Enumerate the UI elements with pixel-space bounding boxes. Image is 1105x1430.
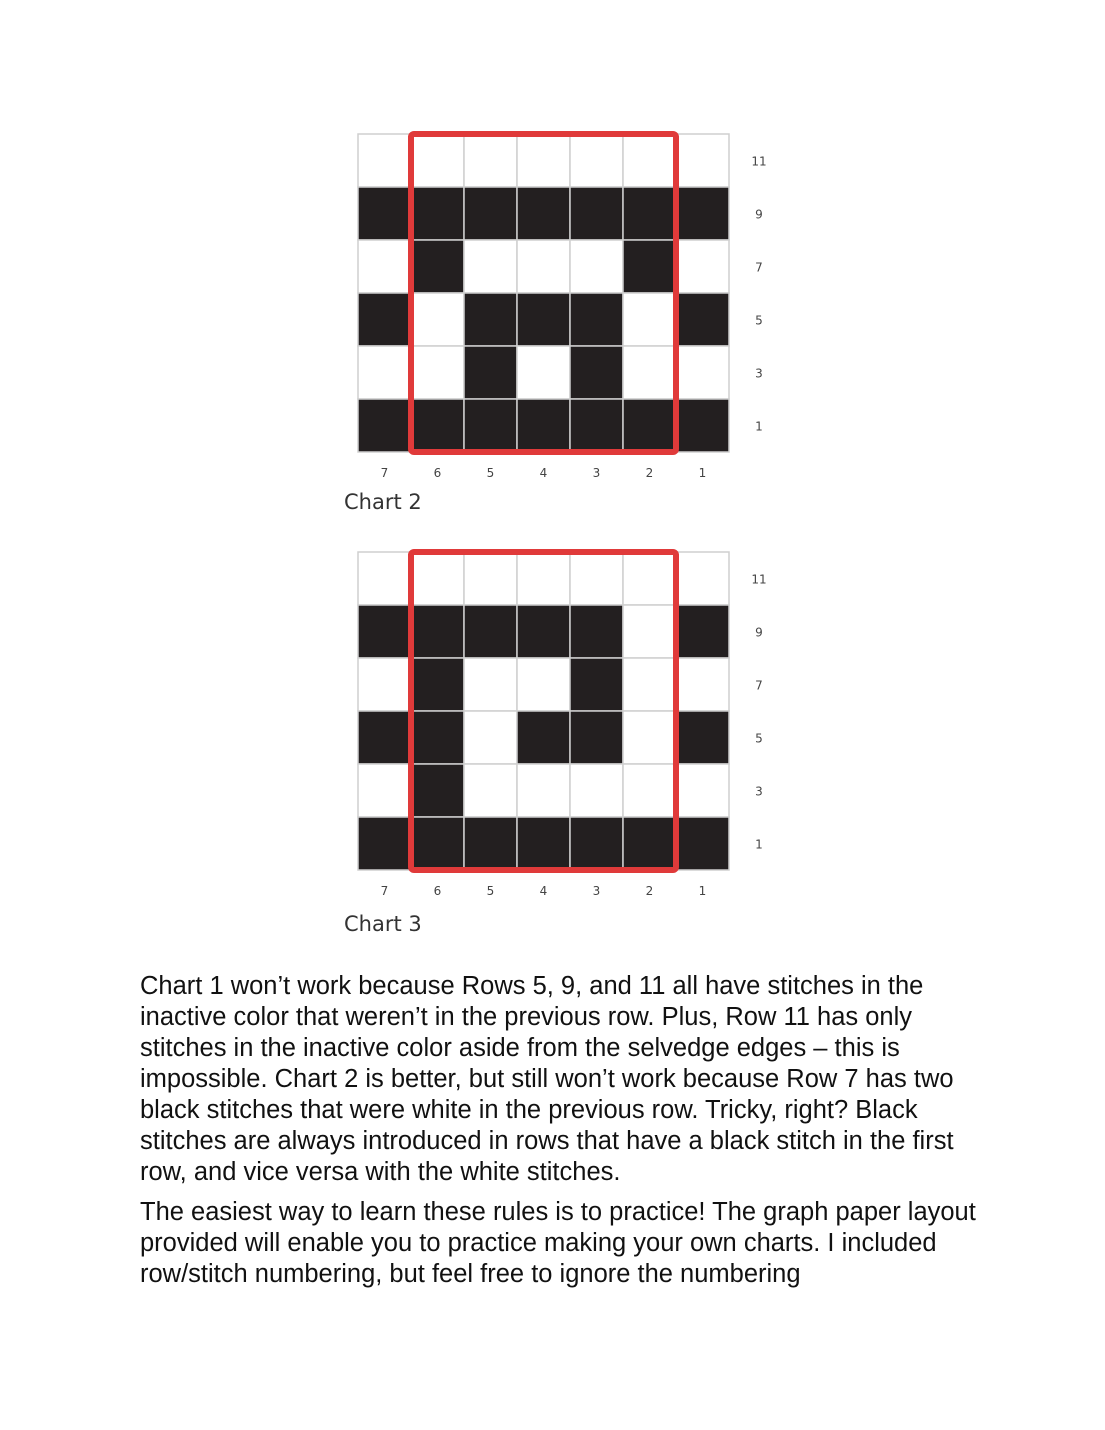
- row-label: 11: [751, 572, 767, 587]
- chart-2-grid: [350, 126, 780, 486]
- stitch-label: 6: [433, 884, 442, 898]
- stitch-cell: [411, 240, 464, 293]
- stitch-cell: [411, 605, 464, 658]
- stitch-cell: [358, 764, 411, 817]
- stitch-cell: [623, 399, 676, 452]
- stitch-cell: [517, 658, 570, 711]
- row-label: 9: [755, 625, 763, 640]
- stitch-cell: [676, 711, 729, 764]
- stitch-cell: [411, 399, 464, 452]
- stitch-cell: [623, 293, 676, 346]
- row-label: 7: [755, 678, 763, 693]
- stitch-label: 6: [433, 466, 442, 480]
- stitch-cell: [517, 293, 570, 346]
- stitch-cell: [464, 605, 517, 658]
- stitch-cell: [676, 346, 729, 399]
- stitch-cell: [676, 764, 729, 817]
- stitch-cell: [411, 552, 464, 605]
- stitch-cell: [464, 187, 517, 240]
- stitch-cell: [517, 605, 570, 658]
- stitch-label: 4: [539, 884, 548, 898]
- stitch-cell: [623, 764, 676, 817]
- stitch-cell: [623, 711, 676, 764]
- stitch-cell: [623, 346, 676, 399]
- row-label: 5: [755, 313, 763, 328]
- stitch-cell: [676, 187, 729, 240]
- stitch-cell: [517, 764, 570, 817]
- stitch-cell: [623, 187, 676, 240]
- stitch-cell: [623, 605, 676, 658]
- stitch-label: 2: [645, 466, 654, 480]
- stitch-cell: [570, 293, 623, 346]
- stitch-cell: [358, 346, 411, 399]
- stitch-label: 5: [486, 466, 495, 480]
- stitch-cell: [411, 658, 464, 711]
- stitch-label: 1: [698, 466, 707, 480]
- stitch-cell: [623, 817, 676, 870]
- stitch-cell: [358, 817, 411, 870]
- body-text: [140, 971, 980, 1299]
- row-label: 11: [751, 154, 767, 169]
- stitch-cell: [358, 711, 411, 764]
- stitch-label: 3: [592, 466, 601, 480]
- stitch-cell: [358, 399, 411, 452]
- stitch-label: 1: [698, 884, 707, 898]
- stitch-cell: [411, 764, 464, 817]
- stitch-cell: [517, 187, 570, 240]
- row-label: 5: [755, 731, 763, 746]
- chart-2-caption: Chart 2: [344, 490, 422, 514]
- stitch-cell: [464, 764, 517, 817]
- stitch-cell: [358, 658, 411, 711]
- stitch-cell: [570, 764, 623, 817]
- stitch-label: 3: [592, 884, 601, 898]
- stitch-cell: [570, 346, 623, 399]
- stitch-cell: [570, 817, 623, 870]
- stitch-cell: [570, 552, 623, 605]
- stitch-cell: [517, 240, 570, 293]
- stitch-cell: [464, 711, 517, 764]
- stitch-label: 2: [645, 884, 654, 898]
- stitch-cell: [464, 399, 517, 452]
- stitch-cell: [676, 240, 729, 293]
- stitch-cell: [570, 134, 623, 187]
- stitch-cell: [517, 552, 570, 605]
- stitch-cell: [464, 240, 517, 293]
- stitch-cell: [464, 293, 517, 346]
- stitch-cell: [464, 134, 517, 187]
- stitch-cell: [358, 552, 411, 605]
- stitch-cell: [517, 399, 570, 452]
- stitch-label: 7: [380, 466, 389, 480]
- stitch-cell: [411, 187, 464, 240]
- stitch-cell: [676, 658, 729, 711]
- stitch-cell: [623, 658, 676, 711]
- stitch-cell: [676, 134, 729, 187]
- stitch-cell: [676, 552, 729, 605]
- paragraph-practice: The easiest way to learn these rules is to practice! The graph paper layout provided will enable you to practice making your own charts. I included row/stitch numbering, but feel free to ignore the numbering: [140, 1198, 976, 1288]
- stitch-label: 7: [380, 884, 389, 898]
- stitch-cell: [623, 134, 676, 187]
- row-label: 3: [755, 366, 763, 381]
- row-label: 7: [755, 260, 763, 275]
- row-label: 3: [755, 784, 763, 799]
- stitch-cell: [517, 346, 570, 399]
- stitch-cell: [676, 293, 729, 346]
- stitch-cell: [570, 240, 623, 293]
- chart-3-grid: [350, 544, 780, 904]
- stitch-cell: [411, 711, 464, 764]
- row-label: 9: [755, 207, 763, 222]
- stitch-cell: [623, 240, 676, 293]
- stitch-cell: [517, 711, 570, 764]
- chart-3-caption: Chart 3: [344, 912, 422, 936]
- stitch-cell: [570, 187, 623, 240]
- stitch-cell: [570, 605, 623, 658]
- stitch-cell: [464, 817, 517, 870]
- stitch-cell: [358, 293, 411, 346]
- stitch-label: 4: [539, 466, 548, 480]
- stitch-cell: [411, 346, 464, 399]
- stitch-cell: [570, 658, 623, 711]
- stitch-label: 5: [486, 884, 495, 898]
- stitch-cell: [464, 346, 517, 399]
- paragraph-chart-explanation: Chart 1 won’t work because Rows 5, 9, and 11 all have stitches in the inactive color that weren’t in the previous row. Plus, Row 11 has only stitches in the inactive color aside from the selvedge edges – this is impossible. Chart 2 is better, but still won’t work because Row 7 has two black stitches that were white in the previous row. Tricky, right? Black stitches are always introduced in rows that have a black stitch in the first row, and vice versa with the white stitches.: [140, 972, 954, 1186]
- stitch-cell: [358, 134, 411, 187]
- stitch-cell: [358, 240, 411, 293]
- stitch-cell: [676, 399, 729, 452]
- stitch-cell: [570, 711, 623, 764]
- stitch-cell: [623, 552, 676, 605]
- row-label: 1: [755, 837, 763, 852]
- stitch-cell: [358, 605, 411, 658]
- chart-2-figure: [350, 126, 780, 486]
- stitch-cell: [676, 605, 729, 658]
- stitch-cell: [411, 134, 464, 187]
- stitch-cell: [517, 134, 570, 187]
- stitch-cell: [464, 658, 517, 711]
- stitch-cell: [464, 552, 517, 605]
- row-label: 1: [755, 419, 763, 434]
- chart-3-figure: [350, 544, 780, 904]
- stitch-cell: [411, 293, 464, 346]
- stitch-cell: [517, 817, 570, 870]
- stitch-cell: [358, 187, 411, 240]
- stitch-cell: [411, 817, 464, 870]
- stitch-cell: [570, 399, 623, 452]
- stitch-cell: [676, 817, 729, 870]
